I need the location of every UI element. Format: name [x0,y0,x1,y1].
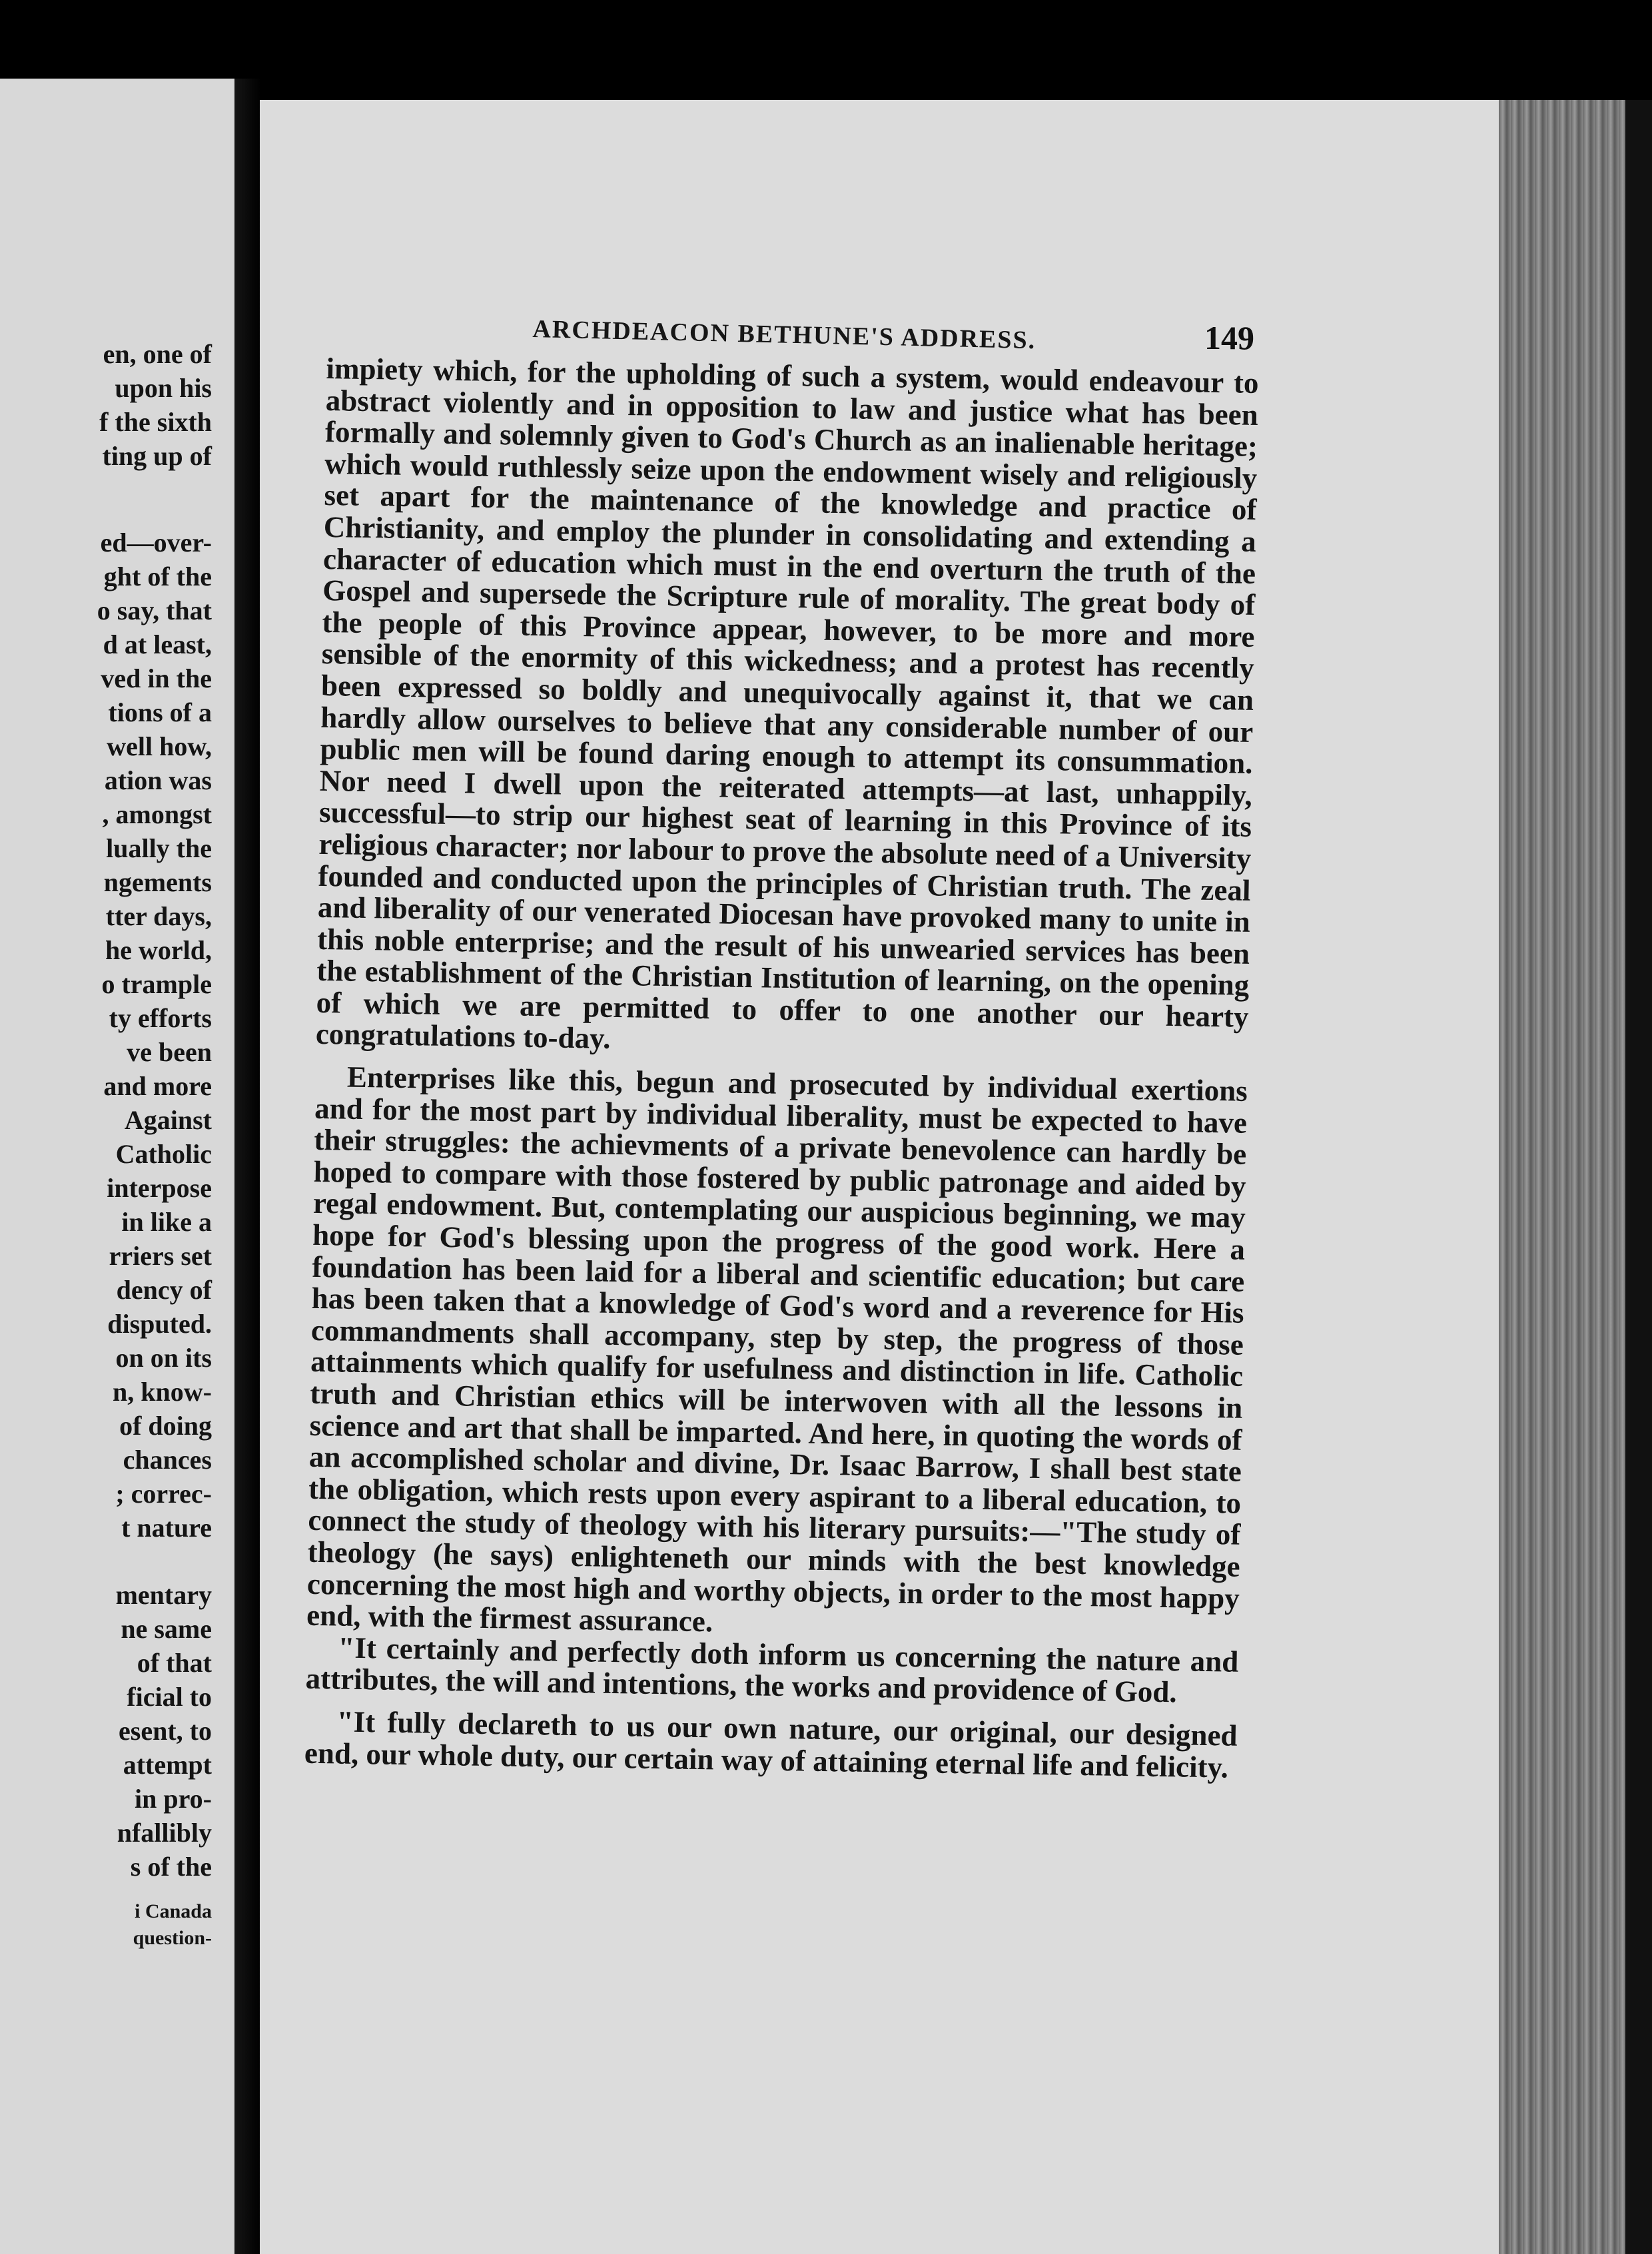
left-page-line: n, know- [113,1377,212,1407]
left-page-line: s of the [130,1852,212,1882]
left-page-line: f the sixth [99,407,212,437]
left-page-line: ting up of [102,441,212,471]
left-page-line: ght of the [103,562,212,591]
left-page-line: he world, [105,935,212,965]
left-page-line: o trample [101,969,212,999]
running-head: ARCHDEACON BETHUNE'S ADDRESS. [532,314,1036,355]
left-page-line: t nature [121,1513,212,1543]
paragraph-quote-2: "It fully declareth to us our own nature, our original, our designed end, our whole duty, our certain way of attaining eternal life and felicity. [304,1704,1238,1784]
left-page-line: ed—over- [100,528,212,558]
page-edges [1499,100,1632,2254]
left-page-line: Catholic [115,1139,212,1169]
left-page-line: disputed. [107,1309,212,1339]
left-page-line: en, one of [103,339,212,369]
left-page-line: lually the [106,833,212,863]
left-page-line: on on its [115,1343,212,1373]
left-page-line: attempt [123,1750,212,1780]
left-page-line: dency of [116,1275,212,1305]
book-gutter [234,79,261,2254]
left-page-line: ved in the [101,663,212,693]
left-page-line: d at least, [103,629,212,659]
left-page-line: tions of a [108,697,212,727]
background-edge [1625,100,1652,2254]
left-page-line: ne same [121,1614,212,1644]
left-page-line: upon his [115,373,212,403]
body-text [304,353,1259,1784]
left-page-line: ficial to [127,1682,212,1712]
left-page-line: i Canada [135,1900,212,1922]
left-page-line: well how, [107,731,212,761]
left-page-line: tter days, [105,901,212,931]
left-page-line: ation was [104,765,212,795]
left-page-line: of doing [119,1411,212,1441]
paragraph-continued: impiety which, for the upholding of such a system, would endeavour to abstract violently and in opposition to law and justice what has been formally and solemnly given to God's Church as an inalienable heritage; which would ruthlessly seize upon the endowment wisely and religiously set apart for the maintenance of the knowledge and practice of Christianity, and employ the plunder in consolidating and extending a character of education which must in the end overturn the truth of the Gospel and supersede the Scripture rule of morality. The great body of the people of this Province appear, however, to be more and more sensible of the enormity of this wickedness; and a protest has recently been expressed so boldly and unequivocally against it, that we can hardly allow ourselves to believe that any considerable number of our public men will be found daring enough to attempt its consummation. Nor need I dwell upon the reiterated attempts—at last, unhappily, successful—to strip our highest seat of learning in this Province of its religious character; nor labour to prove the absolute need of a University founded and conducted upon the principles of Christian truth. The zeal and liberality of our venerated Diocesan have provoked many to unite in this noble enterprise; and the result of his unwearied services has been the establishment of the Christian Institution of learning, on the opening of which we are permitted to offer to one another our hearty congratulations to-day. [315,352,1259,1056]
left-page-line: ve been [127,1037,212,1067]
left-page-line: question- [133,1927,212,1949]
left-page-line: ty efforts [109,1003,212,1033]
left-page-line: Against [124,1105,212,1135]
left-page-line: interpose [107,1173,212,1203]
left-page-line: esent, to [119,1716,212,1746]
left-page-line: , amongst [102,799,212,829]
left-page-line: ngements [103,867,212,897]
left-page-line: in like a [121,1207,212,1237]
left-page-line: nfallibly [117,1818,212,1848]
left-page-line: and more [103,1071,212,1101]
left-page [0,79,234,2254]
left-page-line: mentary [115,1580,212,1610]
left-page-line: ; correc- [115,1479,212,1509]
left-page-line: of that [137,1648,212,1678]
left-page-line: rriers set [109,1241,212,1271]
left-page-line: in pro- [135,1784,212,1814]
paragraph-enterprises: Enterprises like this, begun and prosecuted by individual exertions and for the most part by individual liberality, must be expected to have their struggles: the achievments of a private benevolence can hardly be hoped to compare with those fostered by public patronage and aided by regal endowment. But, contemplating our auspicious beginning, we may hope for God's blessing upon the progress of the good work. Here a foundation has been laid for a liberal and scientific education; but care has been taken that a knowledge of God's word and a reverence for His commandments shall accompany, step by step, the progress of those attainments which qualify for usefulness and distinction in life. Catholic truth and Christian ethics will be interwoven with all the lessons in science and art that shall be imparted. And here, in quoting the words of an accomplished scholar and divine, Dr. Isaac Barrow, I shall best state the obligation, which rests upon every aspirant to a liberal education, to connect the study of theology with his literary pursuits:—"The study of theology (he says) enlighteneth our minds with the best knowledge concerning the most high and worthy objects, in order to the most happy end, with the firmest assurance. [306,1060,1248,1639]
left-page-line: o say, that [97,595,212,625]
page-number: 149 [1204,319,1254,356]
left-page-line: chances [123,1445,212,1475]
paragraph-quote-1: "It certainly and perfectly doth inform us concerning the nature and attributes, the will and intentions, the works and providence of God. [305,1631,1239,1709]
